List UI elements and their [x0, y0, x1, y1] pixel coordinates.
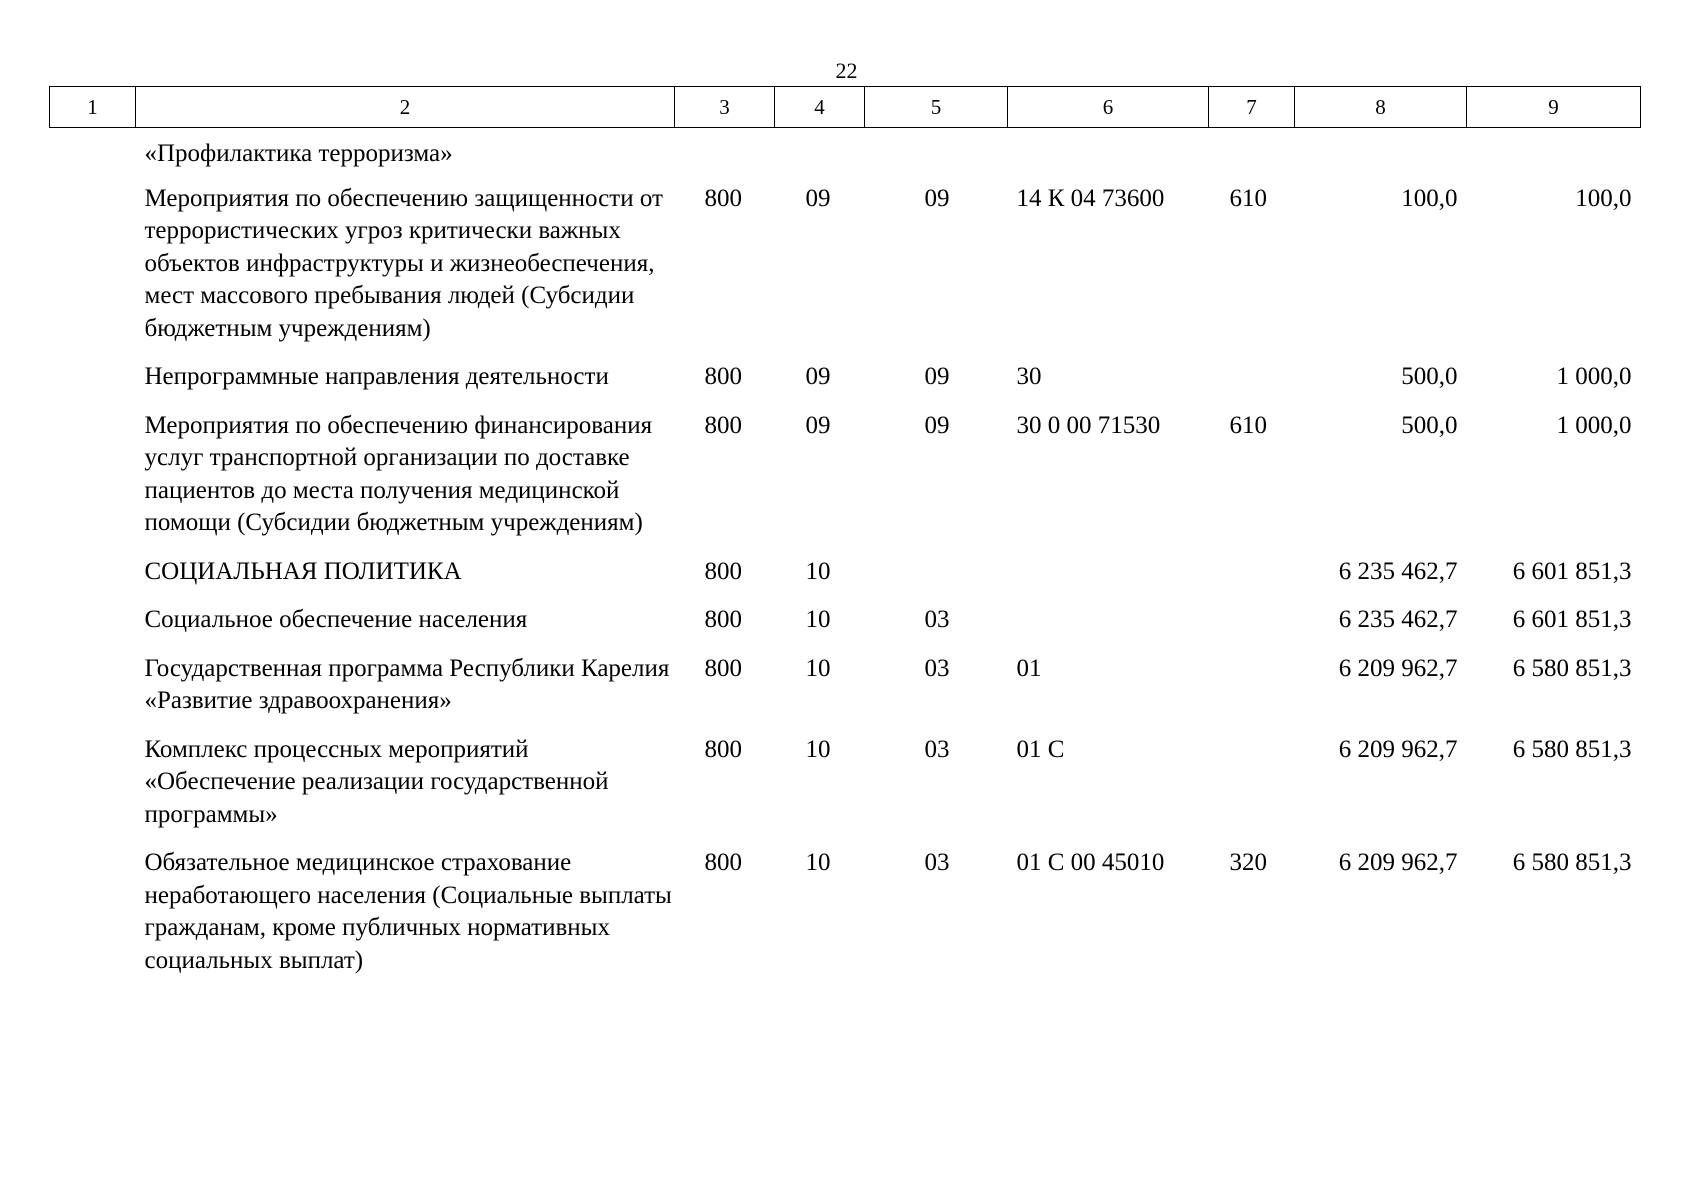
row-vr-cell	[1209, 653, 1295, 734]
row-index-cell	[50, 183, 136, 362]
row-sum2-cell: 6 601 851,3	[1512, 606, 1632, 633]
row-rz-cell: 09	[805, 363, 831, 390]
row-name-cell: Государственная программа Республики Карелия «Развитие здравоохранения»	[144, 654, 670, 714]
row-sum2-cell: 1 000,0	[1556, 411, 1632, 439]
row-rz-cell: 09	[805, 411, 831, 439]
row-index-cell	[50, 410, 136, 556]
row-sum2-cell: 6 601 851,3	[1512, 557, 1632, 585]
row-name-cell: Комплекс процессных мероприятий «Обеспечение реализации государственной программы»	[144, 735, 609, 828]
row-sum1-cell: 6 235 462,7	[1338, 606, 1458, 633]
row-pr-cell: 09	[924, 411, 950, 439]
column-number-8: 8	[1295, 87, 1467, 128]
table-row	[50, 128, 1641, 183]
row-gr-cell: 800	[704, 557, 742, 585]
row-index-cell	[50, 556, 136, 605]
row-gr-cell	[675, 128, 775, 183]
row-index-cell	[50, 653, 136, 734]
row-rz-cell: 10	[805, 735, 831, 763]
row-vr-cell	[1209, 128, 1295, 183]
row-rz-cell: 10	[805, 557, 831, 585]
row-pr-cell: 09	[924, 184, 950, 212]
column-number-3: 3	[675, 87, 775, 128]
row-pr-cell: 03	[924, 606, 950, 633]
row-name-cell: «Профилактика терроризма»	[144, 140, 453, 167]
row-gr-cell: 800	[704, 363, 742, 390]
row-name-cell: Мероприятия по обеспечению финансирования услуг транспортной организации по доставке пациентов до места получения медицинской помощи (Субсидии бюджетным учреждениям)	[144, 411, 653, 536]
row-sum2-cell	[1467, 128, 1641, 183]
row-vr-cell: 610	[1229, 184, 1267, 212]
table-row	[50, 847, 1641, 993]
row-gr-cell: 800	[704, 184, 742, 212]
row-csr-cell	[1008, 604, 1209, 653]
column-number-1: 1	[50, 87, 136, 128]
row-pr-cell: 03	[924, 654, 950, 682]
column-number-7: 7	[1209, 87, 1295, 128]
row-name-cell: Мероприятия по обеспечению защищенности от террористических угроз критически важных объектов инфраструктуры и жизнеобеспечения, мест массового пребывания людей (Субсидии бюджетным учреждениям)	[144, 184, 663, 342]
row-vr-cell	[1209, 361, 1295, 410]
row-csr-cell	[1008, 556, 1209, 605]
row-csr-cell: 01 С 00 45010	[1016, 849, 1165, 876]
row-sum2-cell: 6 580 851,3	[1512, 849, 1632, 876]
row-gr-cell: 800	[704, 735, 742, 763]
row-sum1-cell: 6 209 962,7	[1338, 654, 1458, 682]
table-row	[50, 361, 1641, 410]
table-row	[50, 410, 1641, 556]
row-sum1-cell: 100,0	[1401, 184, 1458, 212]
row-csr-cell: 14 К 04 73600	[1016, 184, 1165, 212]
column-number-9: 9	[1467, 87, 1641, 128]
row-name-cell: Непрограммные направления деятельности	[144, 363, 609, 390]
row-pr-cell: 03	[924, 849, 950, 876]
page-number: 22	[835, 58, 858, 83]
row-sum1-cell: 6 209 962,7	[1338, 735, 1458, 763]
row-vr-cell	[1209, 734, 1295, 848]
row-csr-cell: 01 С	[1016, 735, 1065, 763]
column-number-4: 4	[775, 87, 865, 128]
row-pr-cell: 03	[924, 735, 950, 763]
row-gr-cell: 800	[704, 849, 742, 876]
table-header	[50, 87, 1641, 128]
row-index-cell	[50, 847, 136, 993]
row-gr-cell: 800	[704, 606, 742, 633]
row-sum2-cell: 6 580 851,3	[1512, 654, 1632, 682]
row-name-cell: Социальное обеспечение населения	[144, 606, 528, 633]
row-vr-cell: 610	[1229, 411, 1267, 439]
row-sum1-cell: 6 235 462,7	[1338, 557, 1458, 585]
row-rz-cell: 10	[805, 849, 831, 876]
column-number-2: 2	[136, 87, 675, 128]
row-sum1-cell: 6 209 962,7	[1338, 849, 1458, 876]
column-number-5: 5	[865, 87, 1008, 128]
budget-table	[49, 86, 1641, 993]
row-index-cell	[50, 734, 136, 848]
table-row	[50, 556, 1641, 605]
table-row	[50, 604, 1641, 653]
row-rz-cell: 10	[805, 606, 831, 633]
row-pr-cell: 09	[924, 363, 950, 390]
row-name-cell: Обязательное медицинское страхование неработающего населения (Социальные выплаты гражданам, кроме публичных нормативных социальных выплат)	[144, 849, 672, 974]
row-csr-cell: 01	[1016, 654, 1042, 682]
table-row	[50, 183, 1641, 362]
row-rz-cell	[775, 128, 865, 183]
table-row	[50, 653, 1641, 734]
row-vr-cell	[1209, 556, 1295, 605]
row-sum1-cell	[1295, 128, 1467, 183]
table-row	[50, 734, 1641, 848]
row-name-cell: СОЦИАЛЬНАЯ ПОЛИТИКА	[144, 557, 462, 585]
row-pr-cell	[865, 128, 1008, 183]
row-sum1-cell: 500,0	[1401, 363, 1458, 390]
row-sum2-cell: 6 580 851,3	[1512, 735, 1632, 763]
table-body	[50, 128, 1641, 994]
row-csr-cell: 30	[1016, 363, 1042, 390]
row-index-cell	[50, 128, 136, 183]
column-number-6: 6	[1008, 87, 1209, 128]
row-sum2-cell: 1 000,0	[1556, 363, 1632, 390]
row-index-cell	[50, 361, 136, 410]
row-rz-cell: 10	[805, 654, 831, 682]
row-gr-cell: 800	[704, 654, 742, 682]
row-rz-cell: 09	[805, 184, 831, 212]
row-vr-cell: 320	[1229, 849, 1267, 876]
row-sum2-cell: 100,0	[1575, 184, 1632, 212]
row-sum1-cell: 500,0	[1401, 411, 1458, 439]
row-pr-cell	[865, 556, 1008, 605]
row-csr-cell: 30 0 00 71530	[1016, 411, 1161, 439]
row-index-cell	[50, 604, 136, 653]
row-csr-cell	[1008, 128, 1209, 183]
row-gr-cell: 800	[704, 411, 742, 439]
row-vr-cell	[1209, 604, 1295, 653]
column-number-row	[50, 87, 1641, 128]
